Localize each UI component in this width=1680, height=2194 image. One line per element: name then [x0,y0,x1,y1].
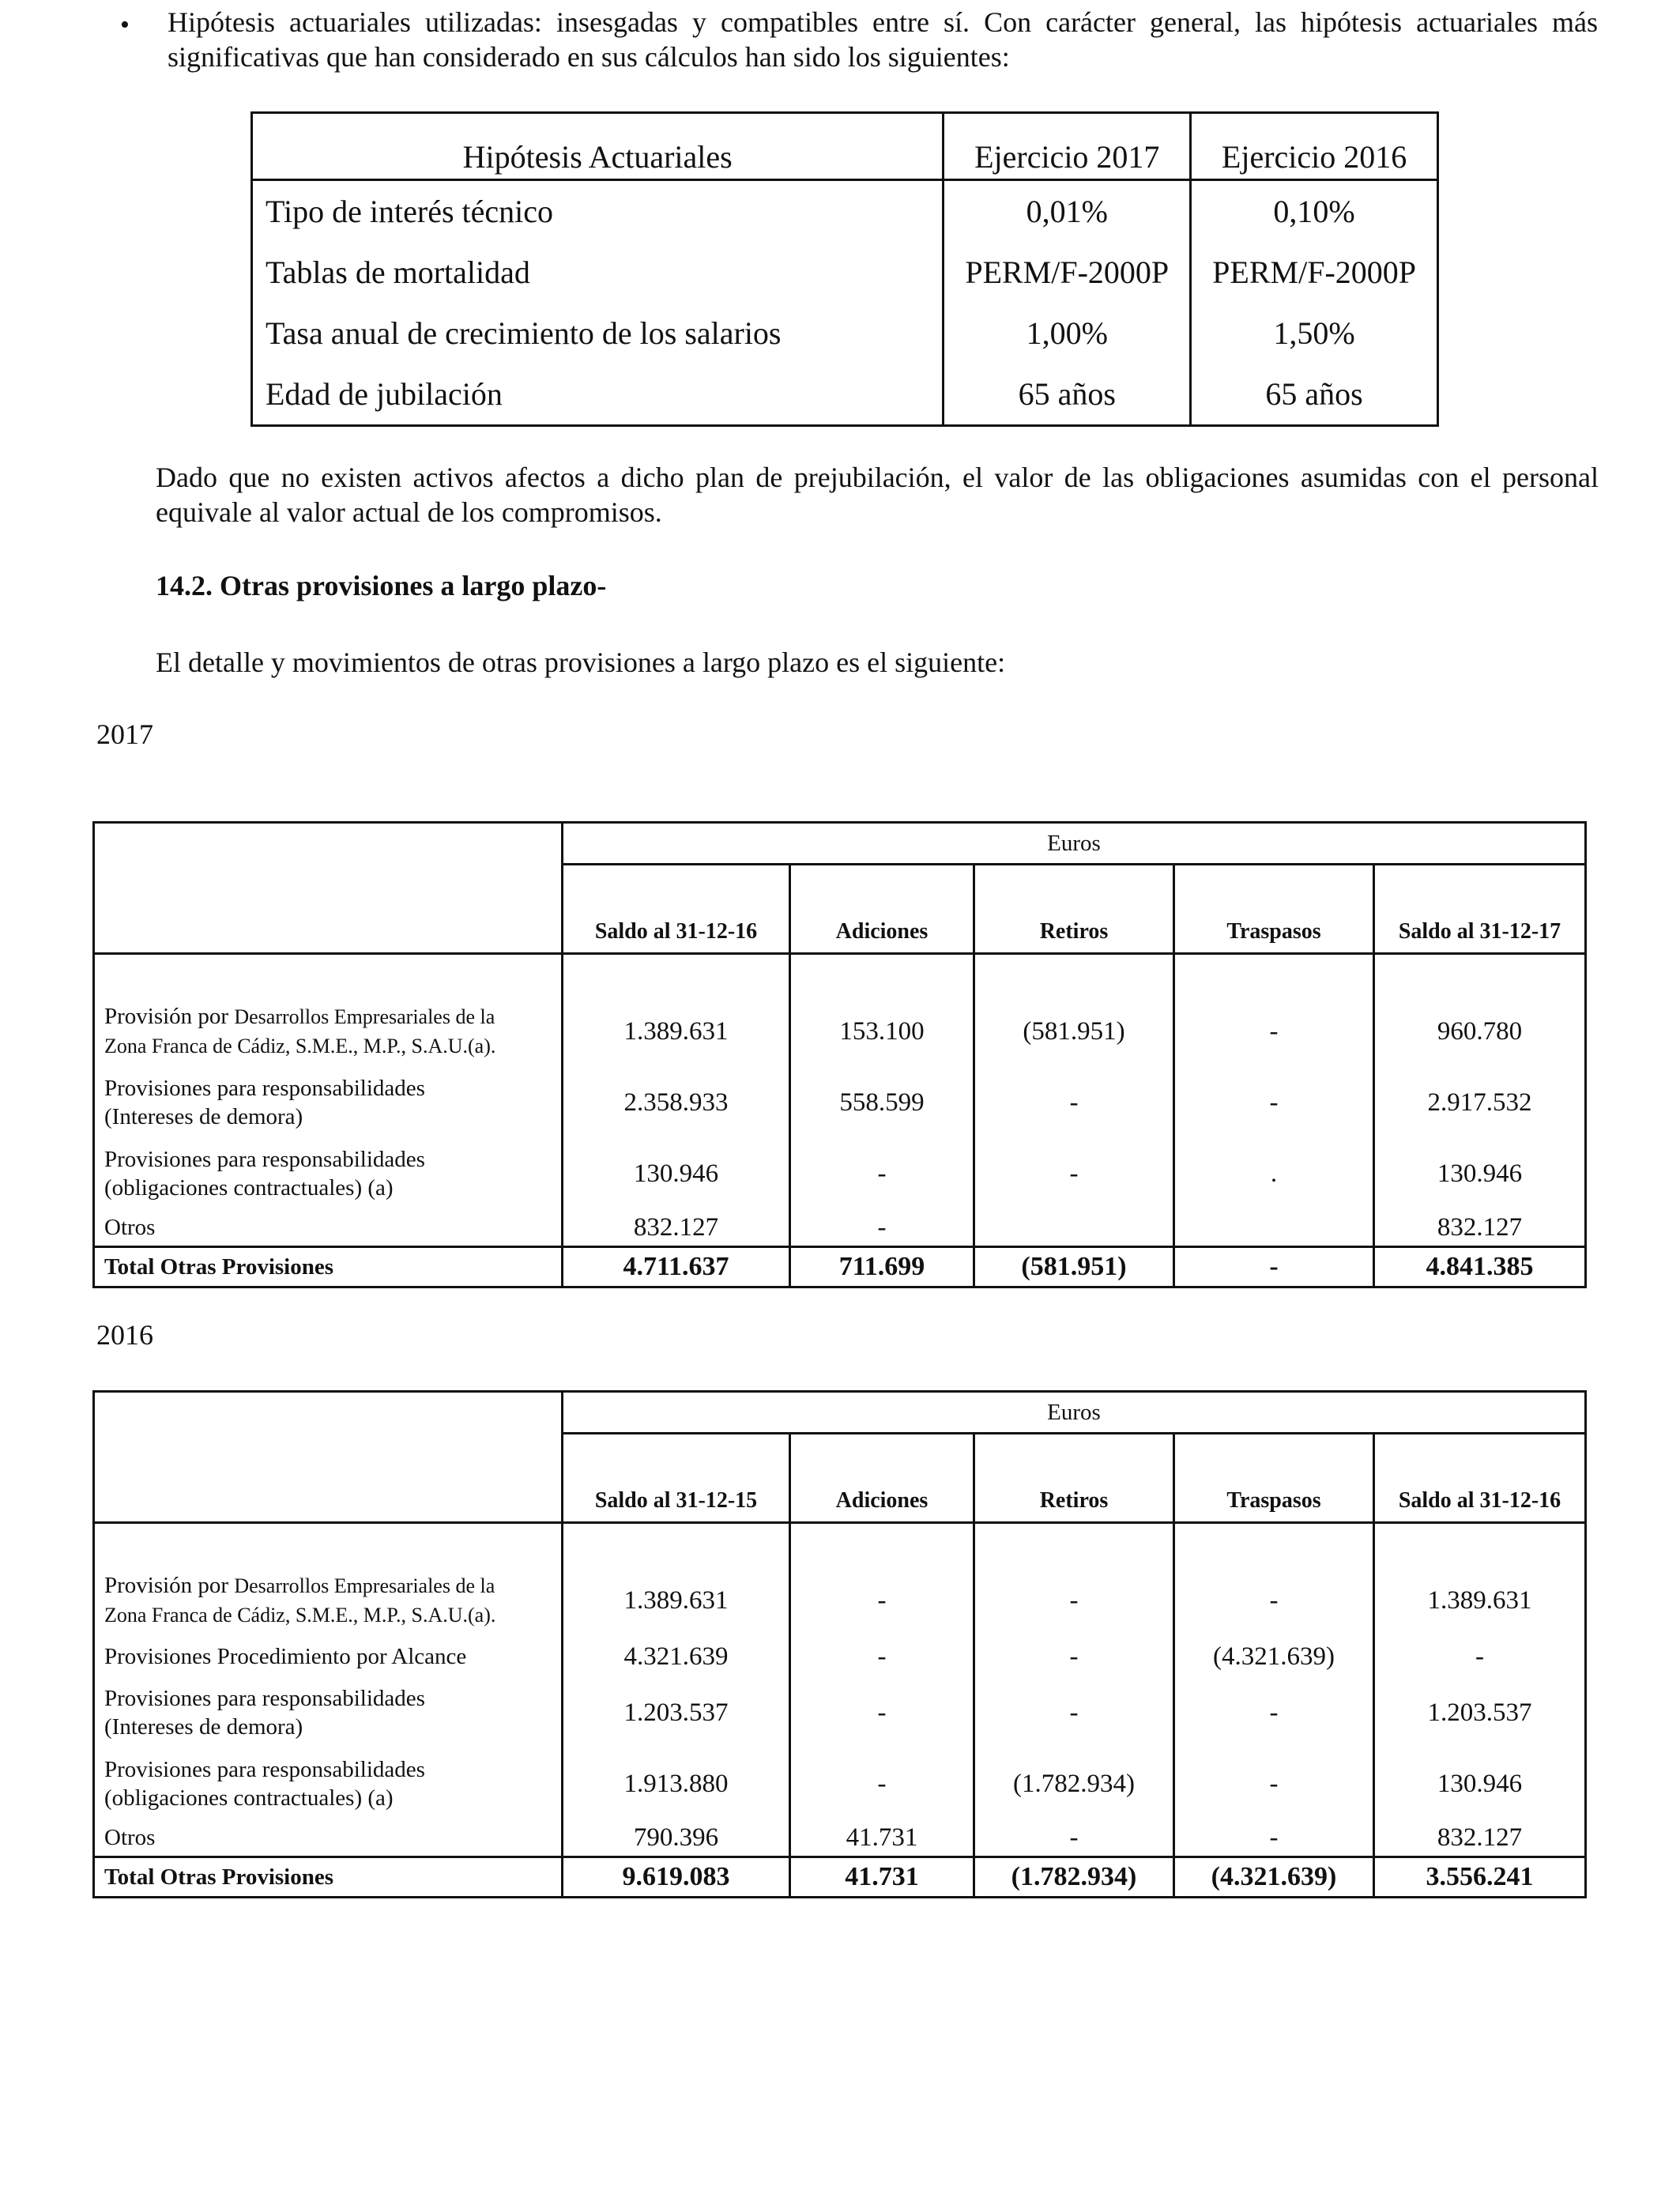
table-cell: - [790,1565,974,1636]
table-cell [1174,1209,1374,1247]
table-cell: 1.389.631 [1374,1565,1586,1636]
row-label: Otros [104,1825,156,1850]
total-cell: (581.951) [974,1247,1174,1287]
column-header: Saldo al 31-12-17 [1374,865,1586,954]
table-cell: - [974,1636,1174,1677]
row-label: Provisiones para responsabilidades (Intereses de demora) [104,1076,425,1129]
total-cell: 3.556.241 [1374,1857,1586,1898]
table-row [94,1209,1586,1247]
currency-label: Euros [563,823,1586,865]
table-cell: . [1174,1138,1374,1209]
table-row [252,242,1438,303]
table-cell: - [1174,1565,1374,1636]
table-cell: 65 años [1265,376,1363,412]
column-header: Retiros [974,865,1174,954]
row-label: Edad de jubilación [252,364,944,426]
column-header: Hipótesis Actuariales [252,113,944,180]
table-cell: - [790,1636,974,1677]
row-label: Provisiones Procedimiento por Alcance [104,1644,467,1669]
intro-paragraph: El detalle y movimientos de otras provisiones a largo plazo es el siguiente: [156,647,1006,678]
column-header: Adiciones [790,1434,974,1523]
total-cell: (4.321.639) [1174,1857,1374,1898]
row-label: Provisiones para responsabilidades (obligaciones contractuales) (a) [104,1147,425,1201]
table-cell: 130.946 [1374,1748,1586,1819]
total-cell: 711.699 [790,1247,974,1287]
table-row [252,180,1438,243]
table-cell: PERM/F-2000P [944,242,1191,303]
row-label: Tablas de mortalidad [252,242,944,303]
table-cell: (4.321.639) [1174,1636,1374,1677]
row-label: Provisiones para responsabilidades (Intereses de demora) [104,1686,425,1740]
total-cell: - [1174,1247,1374,1287]
actuarial-hypotheses-table [250,111,1439,427]
row-label: Provisión por Desarrollos Empresariales de la Zona Franca de Cádiz, S.M.E., M.P., S.A.U.(a). [104,1004,496,1057]
total-cell: 9.619.083 [563,1857,790,1898]
header-blank-cell [94,823,563,954]
table-cell: - [1374,1636,1586,1677]
section-heading: 14.2. Otras provisiones a largo plazo- [156,570,607,601]
table-row [94,1138,1586,1209]
table-cell: 41.731 [790,1819,974,1857]
column-header: Adiciones [790,865,974,954]
spacer-row [94,954,1586,997]
row-label: Otros [104,1215,156,1240]
table-cell: - [974,1819,1174,1857]
total-label: Total Otras Provisiones [94,1857,563,1898]
table-cell: 558.599 [790,1067,974,1138]
column-header: Traspasos [1174,865,1374,954]
total-cell: (1.782.934) [974,1857,1174,1898]
table-cell: - [1174,996,1374,1067]
table-cell: 2.917.532 [1374,1067,1586,1138]
table-cell: - [1174,1067,1374,1138]
table-row [252,364,1438,426]
table-row [94,1677,1586,1748]
provisions-table-2016 [92,1390,1587,1898]
currency-header-row [94,1392,1586,1434]
table-cell: - [974,1565,1174,1636]
table-cell: (1.782.934) [974,1748,1174,1819]
total-cell: 4.711.637 [563,1247,790,1287]
table-cell: 2.358.933 [563,1067,790,1138]
table-row [94,1748,1586,1819]
table-cell: - [790,1209,974,1247]
table-cell: 130.946 [1374,1138,1586,1209]
total-row [94,1247,1586,1287]
row-label: Tasa anual de crecimiento de los salarios [252,303,944,364]
table-cell: 1.913.880 [563,1748,790,1819]
table-cell: 4.321.639 [563,1636,790,1677]
column-header: Ejercicio 2017 [944,113,1191,180]
table-cell: (581.951) [974,996,1174,1067]
table-cell: 153.100 [790,996,974,1067]
provisions-table-2017 [92,821,1587,1288]
year-label-2017: 2017 [96,718,153,750]
currency-label: Euros [563,1392,1586,1434]
table-cell: PERM/F-2000P [1212,254,1417,290]
table-cell: 0,01% [944,180,1191,243]
total-cell: 4.841.385 [1374,1247,1586,1287]
bullet-paragraph: Hipótesis actuariales utilizadas: insesgadas y compatibles entre sí. Con carácter general, las hipótesis actuariales más significativas que han considerado en sus cálculos han sido los siguientes: [168,6,1598,73]
column-header: Retiros [974,1434,1174,1523]
table-cell: 1.389.631 [563,996,790,1067]
table-row [94,996,1586,1067]
table-cell: - [974,1677,1174,1748]
column-header: Saldo al 31-12-16 [1374,1434,1586,1523]
table-cell: - [974,1138,1174,1209]
table-row [94,1067,1586,1138]
table-cell: 1.389.631 [563,1565,790,1636]
table-cell: 790.396 [563,1819,790,1857]
table-cell: 1,00% [944,303,1191,364]
year-label-2016: 2016 [96,1319,153,1351]
bullet-marker: • [120,10,130,40]
column-header: Traspasos [1174,1434,1374,1523]
currency-header-row [94,823,1586,865]
table-row [94,1565,1586,1636]
table-cell: 0,10% [1273,194,1355,229]
table-cell: 832.127 [1374,1209,1586,1247]
row-label: Provisiones para responsabilidades (obligaciones contractuales) (a) [104,1757,425,1811]
table-header-row [252,113,1438,180]
table-cell: 130.946 [563,1138,790,1209]
table-cell: - [790,1138,974,1209]
column-header: Ejercicio 2016 [1191,113,1438,180]
row-label: Tipo de interés técnico [252,180,944,243]
total-label: Total Otras Provisiones [94,1247,563,1287]
total-row [94,1857,1586,1898]
table-cell: - [790,1677,974,1748]
table-cell: 65 años [944,364,1191,426]
table-cell: - [790,1748,974,1819]
table-cell: - [1174,1819,1374,1857]
table-cell: 832.127 [563,1209,790,1247]
header-blank-cell [94,1392,563,1523]
column-header: Saldo al 31-12-16 [563,865,790,954]
total-cell: 41.731 [790,1857,974,1898]
table-row [94,1636,1586,1677]
table-row [94,1819,1586,1857]
row-label: Provisión por Desarrollos Empresariales de la Zona Franca de Cádiz, S.M.E., M.P., S.A.U.(a). [104,1573,496,1627]
column-header: Saldo al 31-12-15 [563,1434,790,1523]
table-cell: - [974,1067,1174,1138]
table-row [252,303,1438,364]
table-cell: 960.780 [1374,996,1586,1067]
spacer-row [94,1523,1586,1566]
table-cell: 1.203.537 [563,1677,790,1748]
table-cell: 1,50% [1273,315,1355,351]
table-cell: - [1174,1677,1374,1748]
table-cell: 1.203.537 [1374,1677,1586,1748]
table-cell: 832.127 [1374,1819,1586,1857]
assets-paragraph: Dado que no existen activos afectos a dicho plan de prejubilación, el valor de las obligaciones asumidas con el personal equivale al valor actual de los compromisos. [156,462,1599,528]
table-cell: - [1174,1748,1374,1819]
table-cell [974,1209,1174,1247]
